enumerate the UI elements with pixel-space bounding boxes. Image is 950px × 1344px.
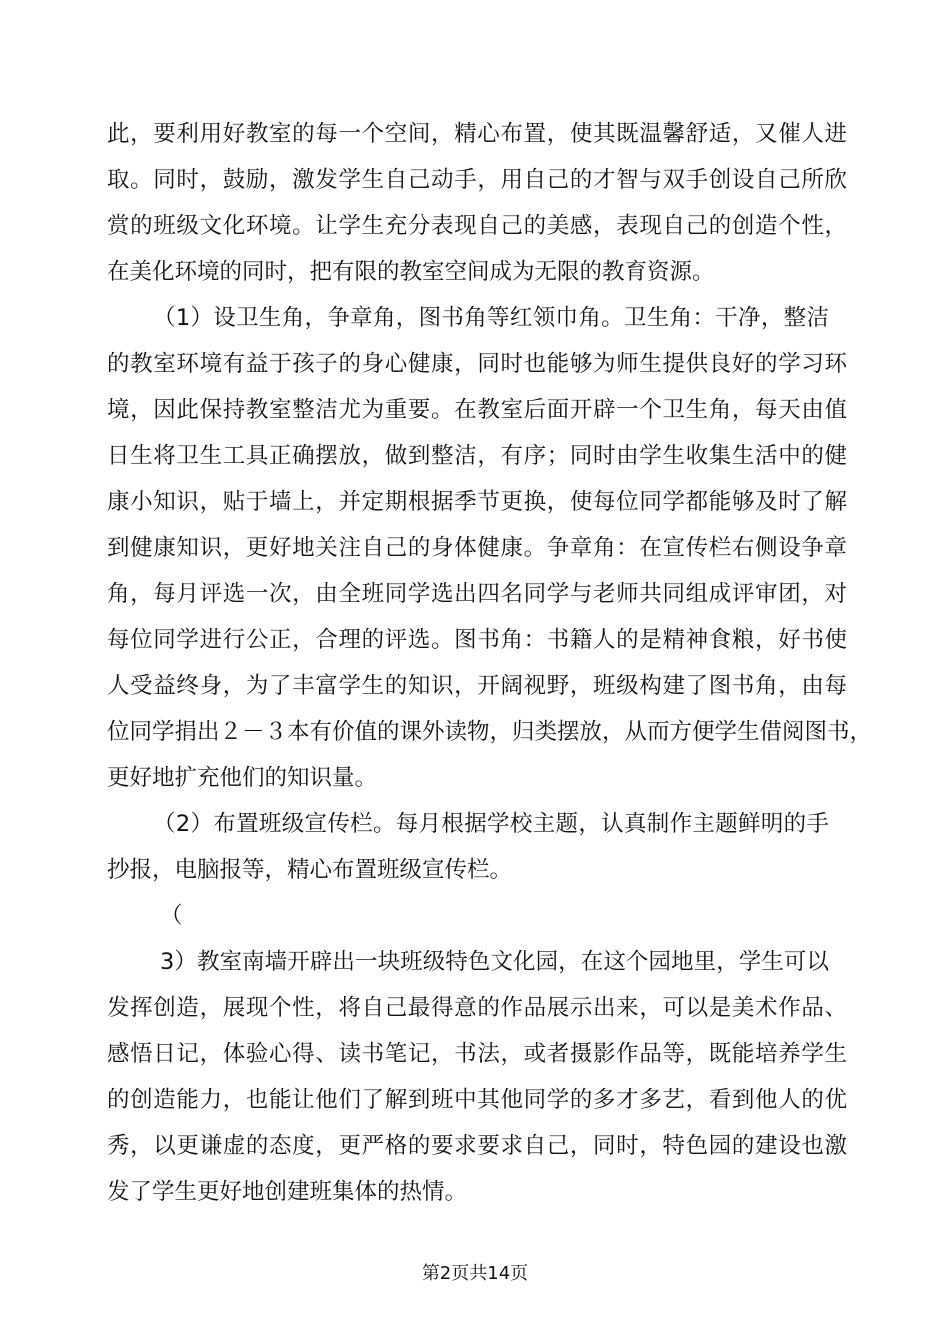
body-line: 境，因此保持教室整洁尤为重要。在教室后面开辟一个卫生角，每天由值 (107, 397, 847, 423)
body-line: 3）教室南墙开辟出一块班级特色文化园，在这个园地里，学生可以 (160, 949, 829, 975)
body-line: 更好地扩充他们的知识量。 (107, 765, 378, 791)
body-line: （ (160, 903, 183, 929)
body-line: 抄报，电脑报等，精心布置班级宣传栏。 (107, 857, 513, 883)
body-line: 到健康知识，更好地关注自己的身体健康。争章角：在宣传栏右侧设争章 (107, 535, 847, 561)
body-line: 发挥创造，展现个性，将自己最得意的作品展示出来，可以是美术作品、 (107, 995, 847, 1021)
body-line: 感悟日记，体验心得、读书笔记，书法，或者摄影作品等，既能培养学生 (107, 1041, 847, 1067)
body-line: （2）布置班级宣传栏。每月根据学校主题，认真制作主题鲜明的手 (153, 811, 829, 837)
body-line: （1）设卫生角，争章角，图书角等红领巾角。卫生角：干净，整洁 (153, 305, 829, 331)
page-number: 第2页共14页 (421, 1263, 529, 1284)
body-line: 人受益终身，为了丰富学生的知识，开阔视野，班级构建了图书角，由每 (107, 673, 847, 699)
body-line: 位同学捐出２－３本有价值的课外读物，归类摆放，从而方便学生借阅图书， (107, 719, 873, 745)
body-line: 的教室环境有益于孩子的身心健康，同时也能够为师生提供良好的学习环 (107, 351, 847, 377)
body-line: 角，每月评选一次，由全班同学选出四名同学与老师共同组成评审团，对 (107, 581, 847, 607)
body-line: 取。同时，鼓励，激发学生自己动手，用自己的才智与双手创设自己所欣 (107, 167, 847, 193)
body-line: 此，要利用好教室的每一个空间，精心布置，使其既温馨舒适，又催人进 (107, 121, 847, 147)
body-line: 每位同学进行公正，合理的评选。图书角：书籍人的是精神食粮，好书使 (107, 627, 847, 653)
body-line: 秀，以更谦虚的态度，更严格的要求要求自己，同时，特色园的建设也激 (107, 1133, 847, 1159)
body-line: 康小知识，贴于墙上，并定期根据季节更换，使每位同学都能够及时了解 (107, 489, 847, 515)
body-line: 赏的班级文化环境。让学生充分表现自己的美感，表现自己的创造个性， (107, 213, 847, 239)
body-line: 日生将卫生工具正确摆放，做到整洁，有序；同时由学生收集生活中的健 (107, 443, 847, 469)
body-line: 发了学生更好地创建班集体的热情。 (107, 1179, 468, 1205)
body-line: 的创造能力，也能让他们了解到班中其他同学的多才多艺，看到他人的优 (107, 1087, 847, 1113)
body-line: 在美化环境的同时，把有限的教室空间成为无限的教育资源。 (107, 259, 715, 285)
